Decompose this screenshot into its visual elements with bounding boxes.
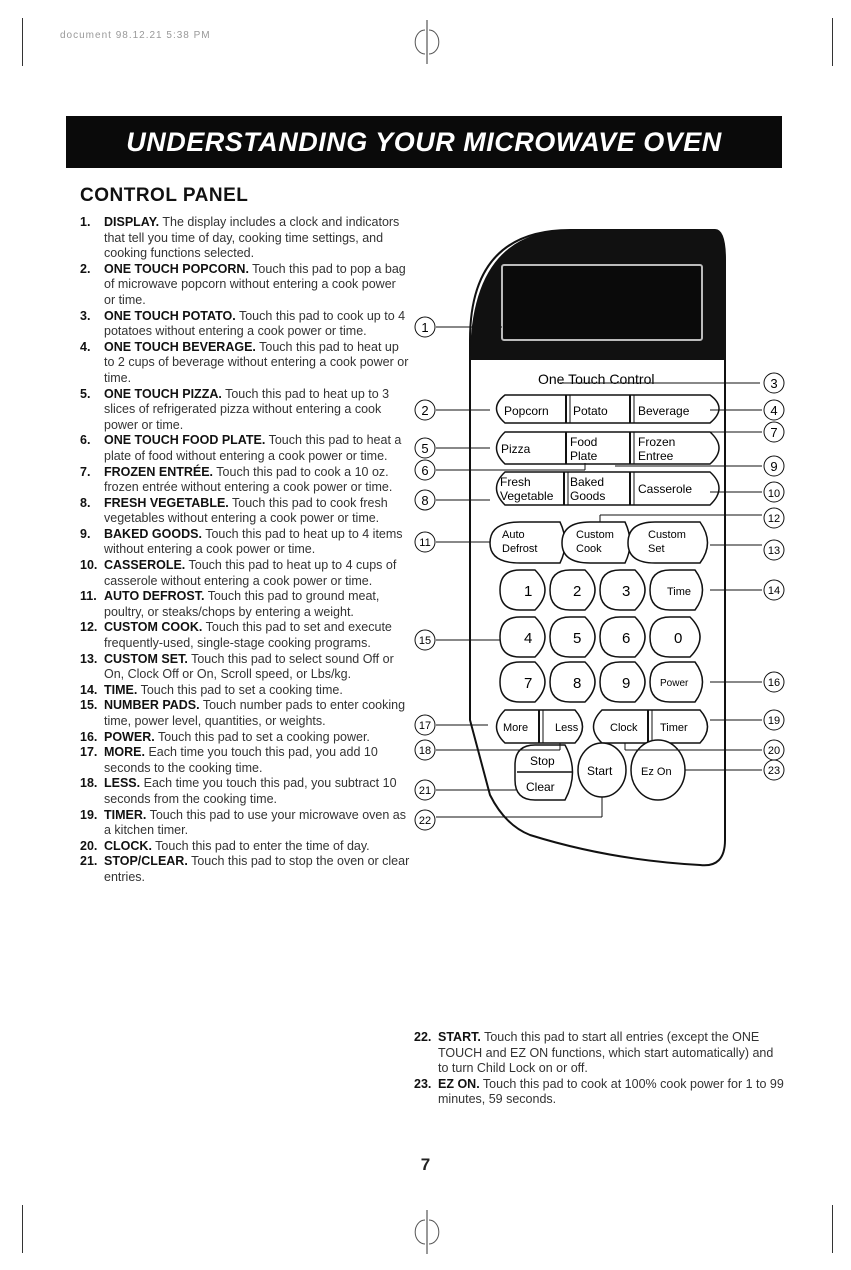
popcorn-label: Popcorn bbox=[504, 404, 549, 418]
callout-7: 7 bbox=[770, 425, 778, 440]
list-item bbox=[80, 465, 410, 496]
custom-cook-label-2: Cook bbox=[576, 543, 602, 555]
list-item bbox=[80, 776, 410, 807]
item-body bbox=[104, 309, 410, 340]
item-number: 2. bbox=[80, 261, 91, 276]
callout-4: 4 bbox=[770, 403, 778, 418]
plate-label: Plate bbox=[570, 449, 598, 463]
callout-15: 15 bbox=[418, 635, 432, 647]
item-body bbox=[104, 262, 410, 309]
item-body bbox=[104, 652, 410, 683]
key-0: 0 bbox=[674, 630, 683, 647]
custom-set-label-2: Set bbox=[648, 543, 665, 555]
key-9: 9 bbox=[622, 675, 631, 692]
item-number: 12. bbox=[80, 620, 98, 635]
item-description: Touch this pad to cook a 10 oz. frozen entrée without entering a cook power or time. bbox=[104, 464, 393, 495]
list-item bbox=[80, 839, 410, 855]
custom-cook-label-1: Custom bbox=[576, 529, 614, 541]
start-label: Start bbox=[587, 764, 613, 778]
item-number: 4. bbox=[80, 339, 91, 354]
list-item bbox=[80, 620, 410, 651]
item-description: Touch this pad to start all entries (except the ONE TOUCH and EZ ON functions, which start automatically) and to turn Child Lock on or off. bbox=[438, 1030, 774, 1076]
display-window bbox=[502, 265, 702, 340]
key-1: 1 bbox=[524, 583, 533, 600]
item-title: POWER. bbox=[104, 729, 155, 744]
ezon-label: Ez On bbox=[641, 766, 672, 778]
item-number: 13. bbox=[80, 651, 98, 666]
item-body bbox=[104, 854, 410, 885]
item-description: Touch this pad to heat up to 4 items without entering a cook power or time. bbox=[104, 526, 403, 557]
callout-11: 11 bbox=[419, 537, 431, 549]
item-title: ONE TOUCH POPCORN. bbox=[104, 261, 249, 276]
fresh-label: Fresh bbox=[500, 475, 531, 489]
item-description: Touch this pad to cook fresh vegetables without entering a cook power or time. bbox=[104, 495, 388, 526]
item-description: The display includes a clock and indicators that tell you time of day, cooking time settings, and cooking functions selected. bbox=[104, 215, 400, 261]
list-item bbox=[80, 496, 410, 527]
item-description: Touch number pads to enter cooking time, power level, quantities, or weights. bbox=[104, 698, 406, 728]
item-body bbox=[104, 776, 410, 807]
key-4: 4 bbox=[524, 630, 533, 647]
one-touch-label: One Touch Control bbox=[538, 371, 655, 387]
item-title: CUSTOM SET. bbox=[104, 651, 188, 666]
item-title: FRESH VEGETABLE. bbox=[104, 495, 229, 510]
stop-label: Stop bbox=[530, 754, 555, 768]
item-title: ONE TOUCH FOOD PLATE. bbox=[104, 433, 266, 448]
item-body bbox=[438, 1030, 786, 1077]
item-body bbox=[104, 215, 410, 262]
callout-6: 6 bbox=[421, 463, 429, 478]
item-description: Touch this pad to heat up to 4 cups of casserole without entering a cook power or time. bbox=[104, 558, 397, 588]
item-title: CUSTOM COOK. bbox=[104, 620, 203, 635]
goods-label: Goods bbox=[570, 489, 606, 503]
item-body bbox=[104, 387, 410, 434]
item-description: Touch this pad to heat up to 3 slices of refrigerated pizza without entering a cook power or time. bbox=[104, 386, 390, 432]
item-number: 17. bbox=[80, 745, 98, 760]
list-item bbox=[80, 433, 410, 464]
item-description: Touch this pad to ground meat, poultry, or steaks/chops by entering a weight. bbox=[104, 589, 380, 619]
item-title: LESS. bbox=[104, 776, 141, 791]
less-label: Less bbox=[555, 722, 579, 734]
vegetable-label: Vegetable bbox=[500, 489, 554, 503]
callout-23: 23 bbox=[767, 765, 781, 777]
item-description: Touch this pad to pop a bag of microwave popcorn without entering a cook power or time. bbox=[104, 261, 406, 307]
item-body bbox=[104, 839, 410, 855]
key-6: 6 bbox=[622, 630, 631, 647]
item-number: 20. bbox=[80, 838, 98, 853]
item-title: CASSEROLE. bbox=[104, 558, 186, 573]
item-body bbox=[104, 465, 410, 496]
more-label: More bbox=[503, 722, 529, 734]
item-body bbox=[104, 589, 410, 620]
item-description: Touch this pad to enter the time of day. bbox=[155, 838, 370, 853]
list-item bbox=[414, 1077, 786, 1108]
item-number: 15. bbox=[80, 698, 98, 713]
list-item bbox=[80, 215, 410, 262]
item-number: 8. bbox=[80, 495, 91, 510]
item-body bbox=[104, 340, 410, 387]
custom-set-label-1: Custom bbox=[648, 529, 686, 541]
item-body bbox=[104, 730, 410, 746]
food-label: Food bbox=[570, 435, 598, 449]
item-number: 1. bbox=[80, 215, 91, 229]
feature-list-continued bbox=[414, 1030, 786, 1108]
item-description: Each time you touch this pad, you add 10 seconds to the cooking time. bbox=[104, 745, 378, 775]
item-body bbox=[104, 698, 410, 729]
pizza-label: Pizza bbox=[501, 442, 531, 456]
item-number: 21. bbox=[80, 854, 98, 869]
callout-8: 8 bbox=[421, 493, 429, 508]
item-body bbox=[104, 745, 410, 776]
callout-16: 16 bbox=[767, 677, 781, 689]
item-description: Touch this pad to cook at 100% cook power for 1 to 99 minutes, 59 seconds. bbox=[438, 1076, 784, 1107]
item-body bbox=[104, 433, 410, 464]
item-title: STOP/CLEAR. bbox=[104, 854, 188, 869]
crop-mark bbox=[832, 1205, 833, 1253]
timer-label: Timer bbox=[660, 722, 688, 734]
item-body bbox=[104, 496, 410, 527]
item-title: DISPLAY. bbox=[104, 215, 160, 229]
casserole-label: Casserole bbox=[638, 482, 693, 496]
page-banner: UNDERSTANDING YOUR MICROWAVE OVEN bbox=[66, 116, 782, 168]
item-body bbox=[104, 527, 410, 558]
crop-mark bbox=[22, 1205, 23, 1253]
callout-22: 22 bbox=[418, 815, 432, 827]
callout-19: 19 bbox=[767, 715, 781, 727]
list-item bbox=[80, 698, 410, 729]
item-title: NUMBER PADS. bbox=[104, 698, 200, 713]
list-item bbox=[80, 745, 410, 776]
item-number: 6. bbox=[80, 433, 91, 448]
callout-17: 17 bbox=[418, 720, 432, 732]
item-number: 7. bbox=[80, 464, 91, 479]
list-item bbox=[80, 527, 410, 558]
item-description: Touch this pad to set a cooking power. bbox=[157, 729, 370, 744]
item-body bbox=[104, 683, 410, 699]
item-description: Touch this pad to heat up to 2 cups of beverage without entering a cook power or time. bbox=[104, 339, 409, 385]
key-power: Power bbox=[660, 678, 689, 689]
frozen-label: Frozen bbox=[638, 435, 676, 449]
list-item bbox=[80, 652, 410, 683]
auto-label: Auto bbox=[502, 529, 525, 541]
item-title: AUTO DEFROST. bbox=[104, 589, 205, 604]
item-description: Touch this pad to select sound Off or On, Clock Off or On, Scroll speed, or Lbs/kg. bbox=[104, 651, 394, 682]
feature-list bbox=[80, 215, 410, 886]
key-7: 7 bbox=[524, 675, 533, 692]
list-item bbox=[80, 558, 410, 589]
defrost-label: Defrost bbox=[502, 543, 538, 555]
item-title: MORE. bbox=[104, 745, 145, 760]
key-time: Time bbox=[667, 586, 692, 598]
list-item bbox=[80, 854, 410, 885]
item-title: ONE TOUCH BEVERAGE. bbox=[104, 339, 256, 354]
item-title: CLOCK. bbox=[104, 838, 152, 853]
item-title: ONE TOUCH PIZZA. bbox=[104, 386, 222, 401]
callout-18: 18 bbox=[418, 745, 432, 757]
item-description: Touch this pad to heat a plate of food without entering a cook power or time. bbox=[104, 433, 402, 463]
item-body bbox=[104, 808, 410, 839]
item-number: 16. bbox=[80, 729, 98, 744]
baked-label: Baked bbox=[570, 475, 605, 489]
callout-13: 13 bbox=[767, 545, 781, 557]
potato-label: Potato bbox=[573, 404, 608, 418]
callout-14: 14 bbox=[767, 585, 781, 597]
clear-label: Clear bbox=[526, 780, 555, 794]
list-item bbox=[80, 730, 410, 746]
crop-mark bbox=[22, 18, 23, 66]
item-body bbox=[438, 1077, 786, 1108]
item-number: 23. bbox=[414, 1076, 432, 1091]
list-item bbox=[80, 387, 410, 434]
crop-mark bbox=[832, 18, 833, 66]
callout-20: 20 bbox=[767, 745, 781, 757]
item-title: START. bbox=[438, 1030, 481, 1044]
item-number: 11. bbox=[80, 589, 97, 604]
clock-label: Clock bbox=[610, 722, 638, 734]
callout-12: 12 bbox=[767, 513, 781, 525]
item-description: Touch this pad to set a cooking time. bbox=[140, 682, 343, 697]
key-3: 3 bbox=[622, 583, 631, 600]
registration-mark bbox=[412, 1210, 442, 1254]
item-number: 18. bbox=[80, 776, 98, 791]
entree-label: Entree bbox=[638, 449, 674, 463]
list-item bbox=[80, 309, 410, 340]
control-panel-diagram bbox=[410, 220, 830, 870]
item-number: 19. bbox=[80, 807, 98, 822]
item-number: 14. bbox=[80, 682, 98, 697]
item-description: Each time you touch this pad, you subtract 10 seconds from the cooking time. bbox=[104, 776, 397, 806]
item-title: ONE TOUCH POTATO. bbox=[104, 308, 236, 323]
key-2: 2 bbox=[573, 583, 582, 600]
list-item bbox=[414, 1030, 786, 1077]
item-number: 22. bbox=[414, 1030, 432, 1044]
list-item bbox=[80, 340, 410, 387]
header-note: document 98.12.21 5:38 PM bbox=[60, 30, 211, 41]
item-number: 9. bbox=[80, 526, 91, 541]
list-item bbox=[80, 262, 410, 309]
item-description: Touch this pad to set and execute frequently-used, single-stage cooking programs. bbox=[104, 620, 392, 651]
callout-10: 10 bbox=[767, 488, 781, 500]
item-title: TIME. bbox=[104, 682, 138, 697]
callout-21: 21 bbox=[418, 785, 432, 797]
callout-9: 9 bbox=[770, 459, 778, 474]
beverage-label: Beverage bbox=[638, 404, 690, 418]
callout-3: 3 bbox=[770, 376, 778, 391]
callout-2: 2 bbox=[421, 403, 429, 418]
item-title: BAKED GOODS. bbox=[104, 526, 202, 541]
callout-1: 1 bbox=[421, 320, 429, 335]
list-item bbox=[80, 589, 410, 620]
callout-5: 5 bbox=[421, 441, 429, 456]
registration-mark bbox=[412, 20, 442, 64]
item-title: TIMER. bbox=[104, 807, 147, 822]
key-5: 5 bbox=[573, 630, 582, 647]
item-title: FROZEN ENTRÉE. bbox=[104, 464, 214, 479]
item-number: 3. bbox=[80, 308, 91, 323]
item-description: Touch this pad to cook up to 4 potatoes without entering a cook power or time. bbox=[104, 308, 406, 339]
item-description: Touch this pad to stop the oven or clear entries. bbox=[104, 854, 410, 884]
key-8: 8 bbox=[573, 675, 582, 692]
item-number: 5. bbox=[80, 386, 91, 401]
item-body bbox=[104, 620, 410, 651]
item-description: Touch this pad to use your microwave oven as a kitchen timer. bbox=[104, 807, 406, 838]
item-body bbox=[104, 558, 410, 589]
item-title: EZ ON. bbox=[438, 1076, 480, 1091]
list-item bbox=[80, 683, 410, 699]
list-item bbox=[80, 808, 410, 839]
section-title: CONTROL PANEL bbox=[80, 185, 249, 206]
item-number: 10. bbox=[80, 558, 98, 573]
page-number: 7 bbox=[420, 1155, 431, 1174]
